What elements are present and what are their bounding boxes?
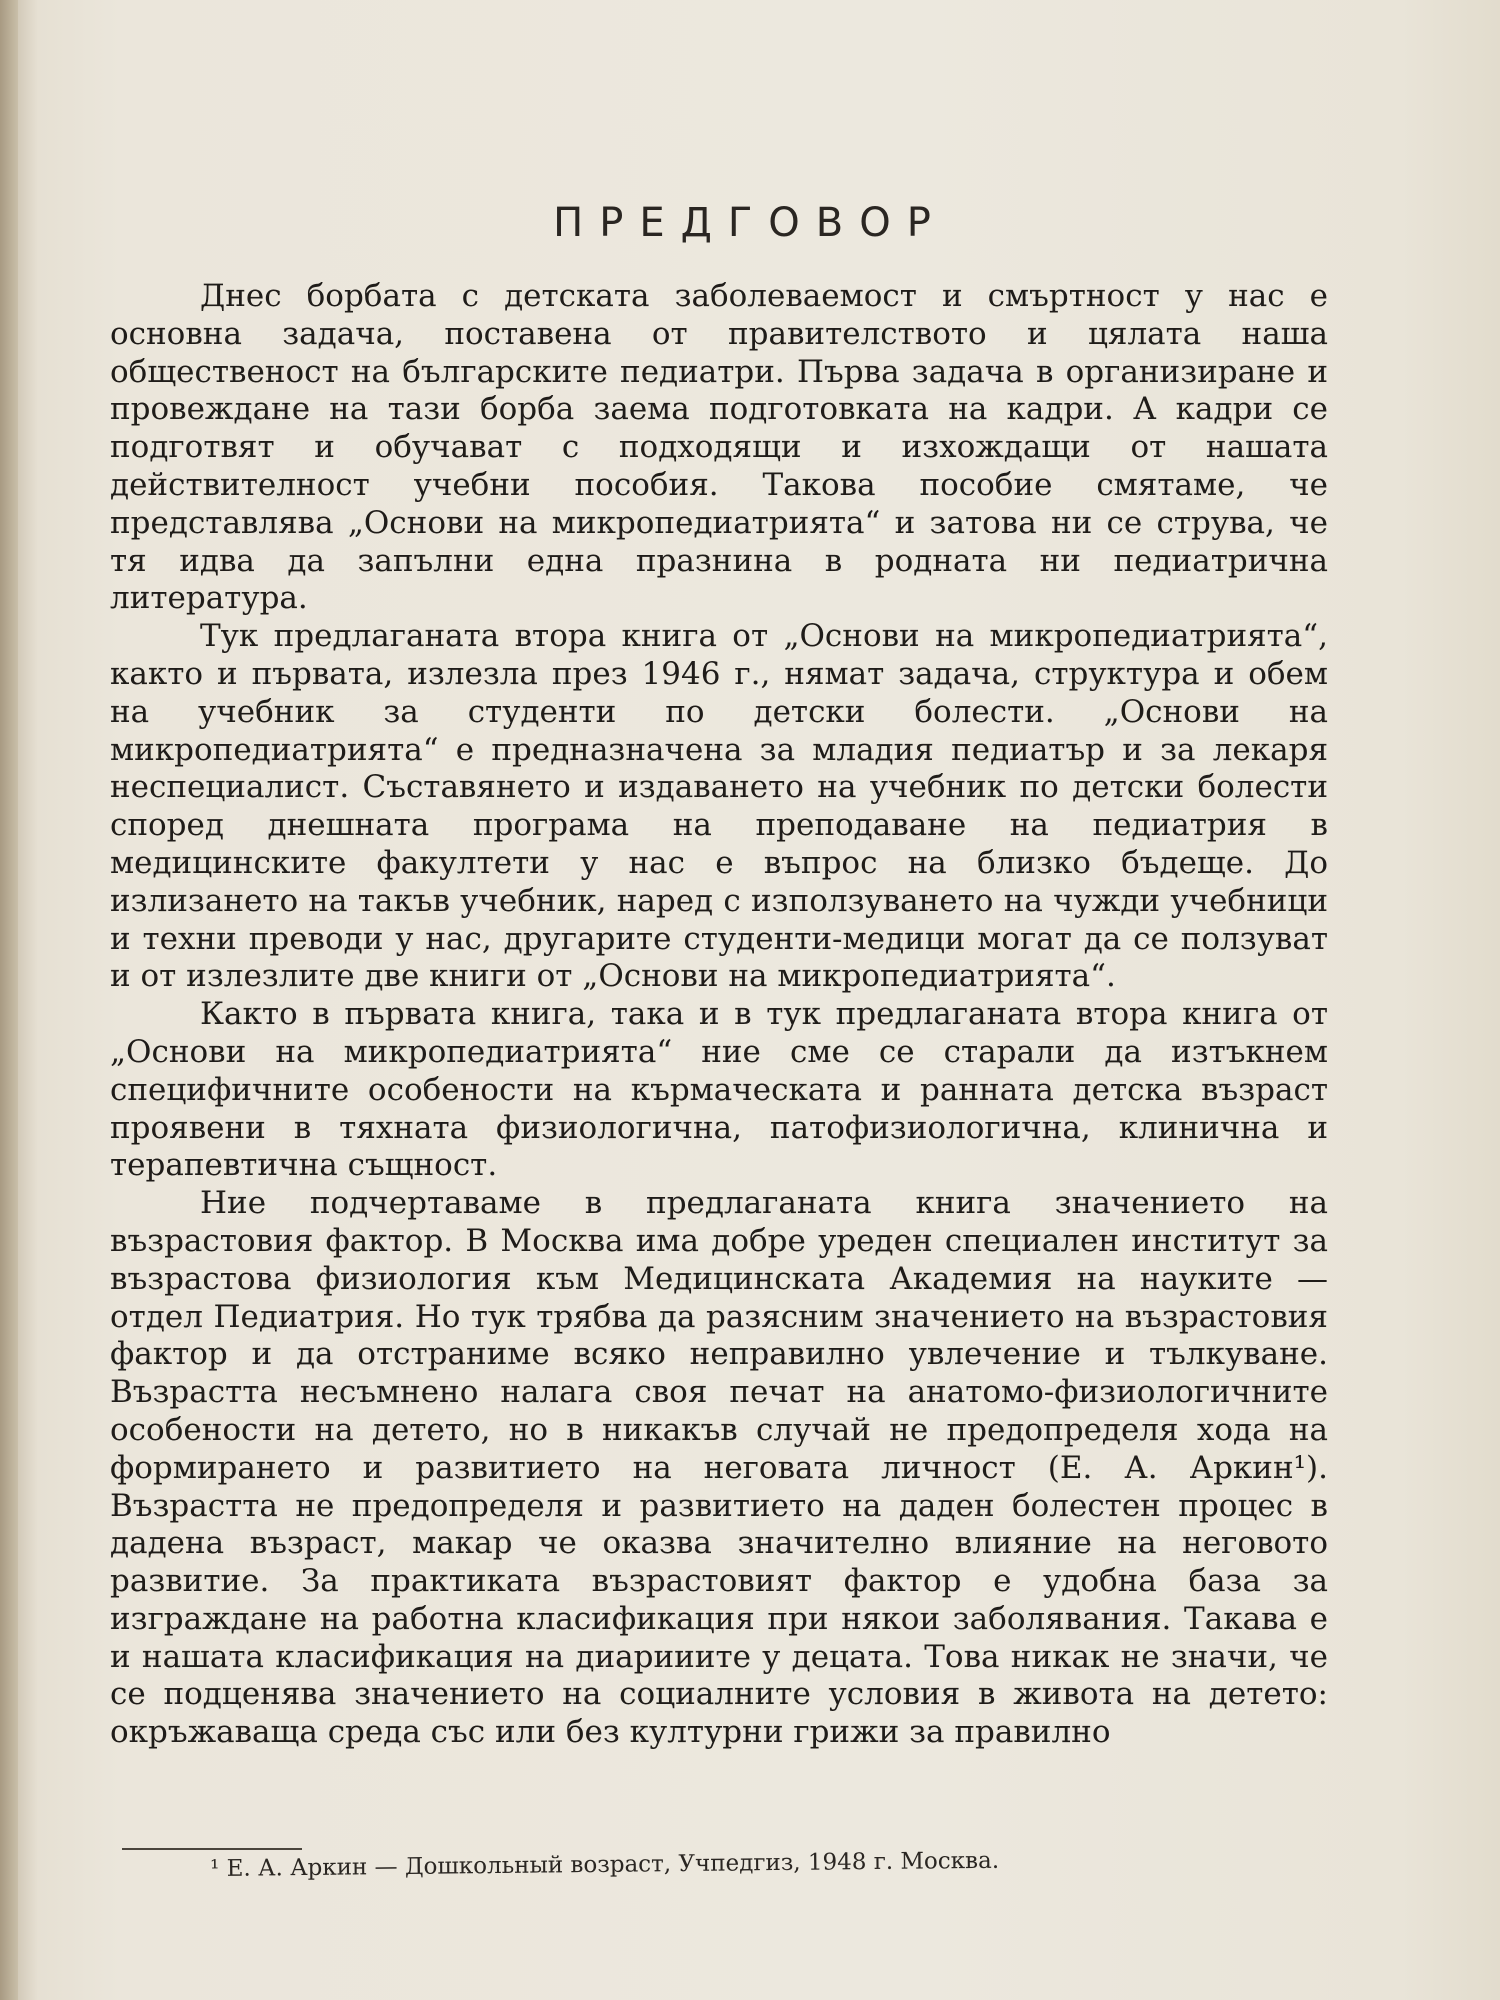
page-gutter <box>0 0 18 2000</box>
paragraph: Тук предлаганата втора книга от „Основи на микропедиатрията“, както и първата, излезла през 1946 г., нямат задача, структура и обем на учебник за студенти по детски болести. „Основи на микропедиатрията“ е предназначена за младия педиатър и за лекаря неспециалист. Съставянето и издаването на учебник по детски болести според днешната програма на преподаване на педиатрия в медицинските факултети у нас е въпрос на близко бъдеще. До излизането на такъв учебник, наред с използуването на чужди учебници и техни преводи у нас, другарите студенти-медици могат да се ползуват и от излезлите две книги от „Основи на микропедиатрията“. <box>110 618 1328 995</box>
footnote-divider <box>122 1848 302 1850</box>
paragraph: Ние подчертаваме в предлаганата книга значението на възрастовия фактор. В Москва има добре уреден специален институт за възрастова физиология към Медицинската Академия на науките — отдел Педиатрия. Но тук трябва да разясним значението на възрастовия фактор и да отстраниме всяко неправилно увлечение и тълкуване. Възрастта несъмнено налага своя печат на анатомо-физиологичните особености на детето, но в никакъв случай не предопределя хода на формирането и развитието на неговата личност (Е. А. Аркин¹). Възрастта не предопределя и развитието на даден болестен процес в дадена възраст, макар че оказва значително влияние на неговото развитие. За практиката възрастовият фактор е удобна база за изграждане на работна класификация при някои заболявания. Такава е и нашата класификация на диарииите у децата. Това никак не значи, че се подценява значението на социалните условия в живота на детето: окръжаваща среда със или без културни грижи за правилно <box>110 1185 1328 1751</box>
paragraph: Днес борбата с детската заболеваемост и смъртност у нас е основна задача, поставена от правителството и цялата наша общественост на българските педиатри. Първа задача в организиране и провеждане на тази борба заема подготовката на кадри. А кадри се подготвят и обучават с подходящи и изхождащи от нашата действителност учебни пособия. Такова пособие смятаме, че представлява „Основи на микропедиатрията“ и затова ни се струва, че тя идва да запълни една празнина в родната ни педиатрична литература. <box>110 278 1328 617</box>
footnote: ¹ Е. А. Аркин — Дошкольный возраст, Учпедгиз, 1948 г. Москва. <box>210 1847 1000 1882</box>
paragraph: Както в първата книга, така и в тук предлаганата втора книга от „Основи на микропедиатрията“ ние сме се старали да изтъкнем специфичните особености на кърмаческата и ранната детска възраст проявени в тяхната физиологична, патофизиологична, клинична и терапевтична същност. <box>110 996 1328 1184</box>
page-title: ПРЕДГОВОР <box>553 200 947 246</box>
body-text <box>110 278 1328 1752</box>
